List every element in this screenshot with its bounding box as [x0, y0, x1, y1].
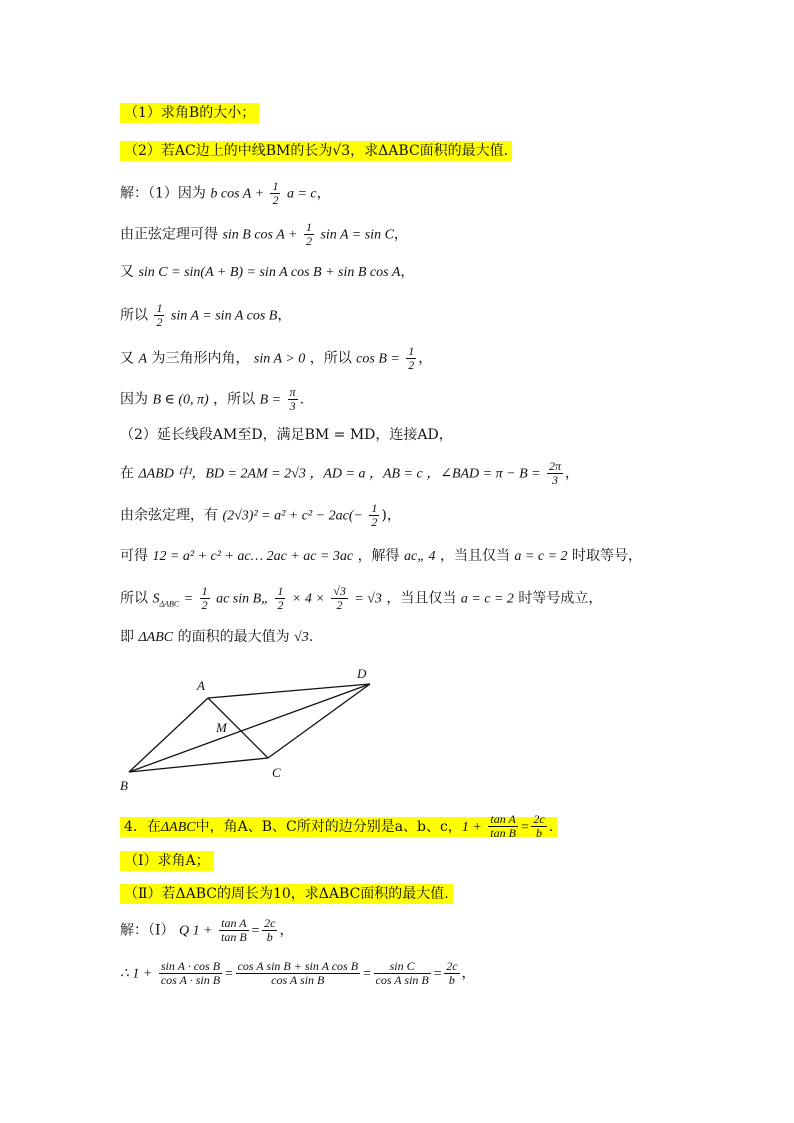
numerator: √3 — [333, 584, 346, 598]
text: ， — [316, 185, 331, 202]
denominator: 3 — [289, 399, 296, 413]
math: B ∈ (0, π) — [152, 392, 209, 408]
text: ， — [279, 922, 294, 939]
math: a = c — [286, 186, 317, 202]
numerator: 1 — [371, 501, 378, 515]
math: = √3 — [354, 591, 382, 607]
text: 解：（Ⅰ） — [120, 922, 175, 939]
sol3-line4 — [120, 302, 291, 329]
label-b: B — [120, 778, 128, 793]
fraction — [200, 585, 210, 612]
math: = — [432, 966, 443, 982]
sol3-line1 — [120, 180, 331, 207]
fraction — [331, 585, 348, 612]
numerator: 1 — [156, 301, 163, 315]
math: = — [183, 591, 194, 607]
text: 所以 — [120, 590, 148, 607]
sol3-line7 — [120, 425, 453, 445]
text: 所以 — [120, 307, 148, 324]
numerator: 1 — [305, 220, 312, 234]
math: ΔABC — [138, 630, 174, 645]
numerator: 1 — [272, 179, 279, 193]
math: 1 + — [461, 819, 482, 835]
fraction — [270, 180, 280, 207]
math: = — [224, 966, 234, 982]
math: sin C = sin(A + B) = sin A cos B + sin B cos A — [138, 265, 401, 280]
math: (2√3)² = a² + c² − 2ac(− — [222, 508, 363, 524]
q4-part2 — [120, 884, 453, 904]
text: 又 — [120, 350, 134, 367]
fraction — [488, 813, 518, 840]
denominator: 2 — [156, 315, 163, 329]
segment-dc — [268, 684, 370, 758]
text: ， — [277, 307, 292, 324]
fraction — [262, 917, 277, 944]
label-d: D — [357, 666, 367, 681]
text: 时取等号， — [571, 548, 642, 564]
text: 的面积的最大值为 — [177, 629, 290, 645]
math: ac„ 4 — [404, 549, 436, 564]
math: a = c = 2 — [460, 591, 514, 607]
numerator: 2c — [533, 812, 545, 826]
fraction — [444, 960, 459, 987]
text: 即 — [120, 629, 134, 645]
sol3-line11 — [120, 585, 602, 614]
numerator: 1 — [408, 344, 415, 358]
numerator: 2c — [446, 959, 458, 973]
text: . — [308, 629, 314, 645]
q3-part2 — [120, 141, 512, 161]
denominator: 2 — [336, 598, 343, 612]
denominator: 2 — [408, 358, 415, 372]
numerator: cos A sin B + sin A cos B — [237, 959, 359, 973]
denominator: tan B — [221, 930, 247, 944]
math: Q 1 + — [178, 923, 213, 939]
denominator: 3 — [552, 473, 559, 487]
sol4-line2 — [120, 960, 476, 987]
math: ΔABC — [160, 819, 196, 835]
denominator: 2 — [305, 234, 312, 248]
math: B = — [259, 392, 282, 408]
q4-part1-text: （Ⅰ）求角A； — [120, 851, 214, 871]
math: A — [138, 351, 148, 367]
sol4-line1 — [120, 917, 293, 944]
text: （2）延长线段AM至D，满足BM = MD，连接AD， — [120, 427, 453, 443]
segment-bd — [129, 684, 370, 772]
label-a: A — [197, 678, 205, 693]
math: sin A = sin A cos B — [170, 308, 278, 324]
text: ，当且仅当 — [439, 548, 510, 564]
math: ac sin B„ — [216, 591, 269, 607]
math: cos B = — [356, 351, 400, 367]
q4-part1 — [120, 851, 214, 871]
text: 4．在 — [124, 818, 161, 835]
text: 为三角形内角， — [151, 350, 250, 367]
text: ， — [393, 226, 408, 243]
denominator: 2 — [272, 193, 279, 207]
sol3-line10 — [120, 546, 642, 567]
text: ，所以 — [213, 391, 256, 408]
denominator: b — [266, 930, 273, 944]
numerator: tan A — [488, 813, 518, 827]
text: 中，角A、B、C所对的边分别是a、b、c， — [195, 818, 462, 835]
denominator: cos A sin B — [271, 973, 325, 987]
math: = — [250, 923, 261, 939]
fraction — [275, 585, 285, 612]
fraction — [219, 917, 249, 944]
text: ，所以 — [309, 350, 352, 367]
text: . — [299, 391, 305, 408]
text: ，当且仅当 — [386, 590, 457, 607]
math: a = c = 2 — [514, 549, 568, 564]
text: 又 — [120, 264, 134, 280]
text: 由余弦定理，有 — [120, 507, 218, 524]
numerator: 2π — [549, 459, 562, 473]
q3-part1-text: （1）求角B的大小； — [120, 103, 259, 123]
denominator: b — [448, 973, 455, 987]
numerator: 1 — [277, 584, 284, 598]
text: ， — [400, 264, 415, 280]
math: S — [152, 591, 160, 607]
math: ∴ 1 + — [120, 966, 153, 982]
numerator: sin C — [374, 960, 431, 974]
segment-ad — [208, 684, 370, 698]
math: = — [362, 966, 372, 982]
math: ΔABD 中，BD = 2AM = 2√3 ，AD = a ，AB = c ，∠BAD = π − B = — [138, 466, 541, 482]
denominator: b — [536, 826, 543, 840]
sol3-line8 — [120, 460, 579, 487]
label-m: M — [216, 720, 227, 735]
fraction — [374, 960, 431, 987]
text: 解：（1）因为 — [120, 185, 206, 202]
denominator: cos A sin B — [375, 973, 429, 987]
fraction — [547, 460, 563, 487]
text: )， — [381, 507, 401, 524]
numerator: 1 — [201, 584, 208, 598]
label-c: C — [272, 765, 281, 780]
q4-stem — [120, 813, 557, 840]
text: ，解得 — [357, 548, 400, 564]
text: ， — [565, 465, 580, 482]
sol3-line9 — [120, 502, 401, 529]
q3-part1 — [120, 103, 259, 123]
math: sin A = sin C — [320, 227, 394, 243]
sol3-line3 — [120, 262, 414, 283]
fraction — [159, 960, 222, 987]
fraction — [236, 960, 361, 987]
numerator: 2c — [264, 916, 276, 930]
q4-stem-highlight — [120, 812, 557, 840]
q4-part2-text: （Ⅱ）若ΔABC的周长为10，求ΔABC面积的最大值. — [120, 884, 453, 904]
text: ， — [461, 965, 476, 982]
fraction — [406, 345, 416, 372]
numerator: π — [289, 385, 296, 399]
math: sin A > 0 — [253, 351, 306, 367]
fraction — [154, 302, 164, 329]
denominator: 2 — [371, 515, 378, 529]
sol3-line6 — [120, 386, 304, 413]
text: 时等号成立， — [518, 590, 603, 607]
text: 可得 — [120, 548, 148, 564]
text: 因为 — [120, 391, 148, 408]
q3-part2-text: （2）若AC边上的中线BM的长为√3，求ΔABC面积的最大值. — [120, 141, 512, 161]
fraction — [304, 221, 314, 248]
segment-ab — [129, 698, 208, 772]
math: b cos A + — [210, 186, 265, 202]
subscript: ΔABC — [159, 599, 180, 609]
fraction — [288, 386, 298, 413]
math: sin B cos A + — [222, 227, 298, 243]
denominator: cos A · sin B — [160, 973, 221, 987]
sol3-line5 — [120, 345, 432, 372]
text: 在 — [120, 465, 134, 482]
numerator: tan A — [219, 917, 249, 931]
sol3-line2 — [120, 221, 408, 248]
text: 由正弦定理可得 — [120, 226, 218, 243]
math: √3 — [294, 630, 309, 645]
denominator: tan B — [490, 826, 516, 840]
math: = — [519, 819, 530, 835]
denominator: 2 — [277, 598, 284, 612]
text: ， — [418, 350, 433, 367]
fraction — [369, 502, 379, 529]
sol3-line12 — [120, 627, 313, 648]
math: × 4 × — [291, 591, 325, 607]
denominator: 2 — [201, 598, 208, 612]
math: 12 = a² + c² + ac… 2ac + ac = 3ac — [152, 549, 354, 564]
geometry-figure — [110, 660, 390, 800]
fraction — [531, 813, 546, 840]
text: . — [548, 818, 554, 835]
numerator: sin A · cos B — [160, 959, 221, 973]
